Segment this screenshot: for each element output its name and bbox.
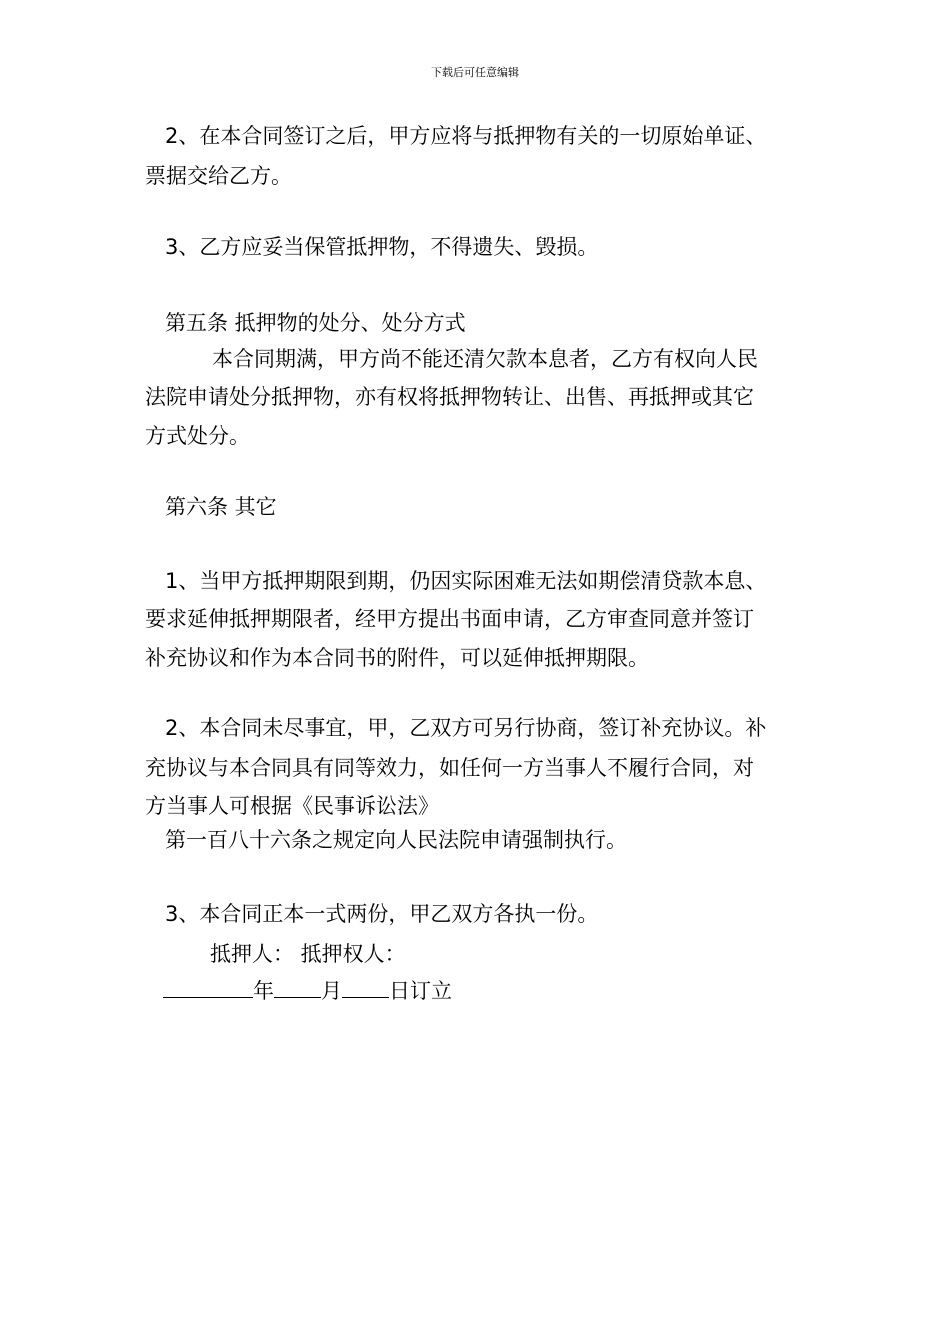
year-label: 年 xyxy=(253,979,274,1003)
article-5-title: 第五条 抵押物的处分、处分方式 xyxy=(165,311,466,335)
signing-date-line xyxy=(163,975,833,1005)
article-6-clause-2-line-1: 2、本合同未尽事宜，甲，乙双方可另行协商，签订补充协议。补 xyxy=(165,716,767,740)
article-6-title: 第六条 其它 xyxy=(165,495,277,519)
article-5-line-1: 本合同期满，甲方尚不能还清欠款本息者，乙方有权向人民 xyxy=(212,347,758,371)
article-6-clause-1-line-1: 1、当甲方抵押期限到期，仍因实际困难无法如期偿清贷款本息、 xyxy=(165,569,767,593)
year-blank xyxy=(163,975,253,998)
header-note: 下载后可任意编辑 xyxy=(431,66,519,79)
article-6-clause-2-line-3: 方当事人可根据《民事诉讼法》 xyxy=(145,794,439,818)
month-blank xyxy=(274,975,321,998)
day-label: 日订立 xyxy=(389,979,452,1003)
article-6-clause-1-line-2: 要求延伸抵押期限者，经甲方提出书面申请，乙方审查同意并签订 xyxy=(145,607,754,631)
clause-2-line-1: 2、在本合同签订之后，甲方应将与抵押物有关的一切原始单证、 xyxy=(165,124,767,148)
article-6-clause-2-line-2: 充协议与本合同具有同等效力，如任何一方当事人不履行合同，对 xyxy=(145,756,754,780)
day-blank xyxy=(342,975,389,998)
article-5-line-3: 方式处分。 xyxy=(145,424,250,448)
article-6-clause-1-line-3: 补充协议和作为本合同书的附件，可以延伸抵押期限。 xyxy=(145,646,649,670)
article-6-clause-2-line-4: 第一百八十六条之规定向人民法院申请强制执行。 xyxy=(165,828,627,852)
clause-2-line-2: 票据交给乙方。 xyxy=(145,164,292,188)
clause-3: 3、乙方应妥当保管抵押物，不得遗失、毁损。 xyxy=(165,235,599,259)
article-5-line-2: 法院申请处分抵押物，亦有权将抵押物转让、出售、再抵押或其它 xyxy=(145,385,754,409)
month-label: 月 xyxy=(321,979,342,1003)
signature-labels: 抵押人： 抵押权人： xyxy=(210,942,406,966)
article-6-clause-3: 3、本合同正本一式两份，甲乙双方各执一份。 xyxy=(165,902,599,926)
